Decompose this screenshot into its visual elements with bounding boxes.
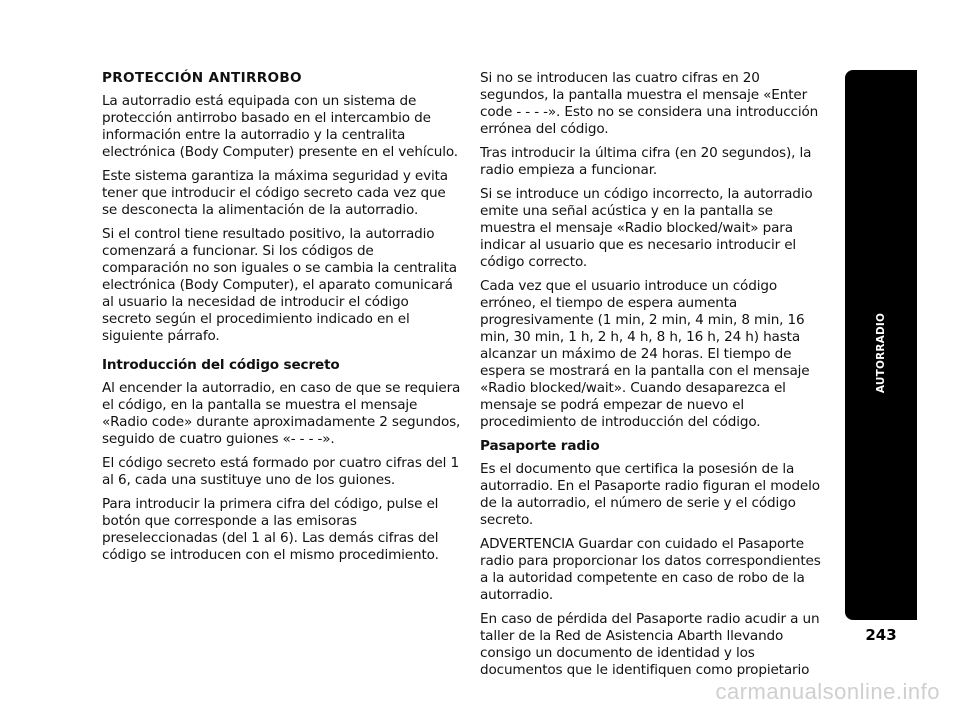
paragraph: Es el documento que certifica la posesión de la autorradio. En el Pasaporte radio figuran el modelo de la autorradio, el número de serie y el código secreto. xyxy=(480,461,820,528)
paragraph: En caso de pérdida del Pasaporte radio acudir a un taller de la Red de Asistencia Abarth llevando consigo un documento de identidad y los documentos que le identifiquen como propietario xyxy=(480,611,820,678)
right-column xyxy=(480,70,830,703)
paragraph: Al encender la autorradio, en caso de que se requiera el código, en la pantalla se muestra el mensaje «Radio code» durante aproximadamente 2 segundos, seguido de cuatro guiones «- - - -». xyxy=(102,380,461,447)
section-heading: PROTECCIÓN ANTIRROBO xyxy=(102,70,302,86)
paragraph: Si el control tiene resultado positivo, la autorradio comenzará a funcionar. Si los códigos de comparación no son iguales o se cambia la centralita electrónica (Body Computer), el aparato comunicará al usuario la necesidad de introducir el código secreto según el procedimiento indicado en el siguiente párrafo. xyxy=(102,226,457,344)
paragraph: ADVERTENCIA Guardar con cuidado el Pasaporte radio para proporcionar los datos correspondientes a la autoridad competente en caso de robo de la autorradio. xyxy=(480,536,821,603)
paragraph: Este sistema garantiza la máxima seguridad y evita tener que introducir el código secreto cada vez que se desconecta la alimentación de la autorradio. xyxy=(102,168,448,218)
paragraph: Si se introduce un código incorrecto, la autorradio emite una señal acústica y en la pantalla se muestra el mensaje «Radio blocked/wait» para indicar al usuario que es necesario introducir el código correcto. xyxy=(480,186,813,270)
paragraph: Para introducir la primera cifra del código, pulse el botón que corresponde a las emisoras preseleccionadas (del 1 al 6). Las demás cifras del código se introducen con el mismo procedimiento. xyxy=(102,496,439,563)
paragraph: Si no se introducen las cuatro cifras en 20 segundos, la pantalla muestra el mensaje «Enter code - - - -». Esto no se considera una introducción errónea del código. xyxy=(480,70,819,137)
paragraph: La autorradio está equipada con un sistema de protección antirrobo basado en el intercambio de información entre la autorradio y la centralita electrónica (Body Computer) presente en el vehículo. xyxy=(102,93,458,160)
paragraph: El código secreto está formado por cuatro cifras del 1 al 6, cada una sustituye uno de los guiones. xyxy=(102,455,459,488)
subsection-heading: Pasaporte radio xyxy=(480,438,600,454)
left-column xyxy=(102,70,462,571)
chapter-tab-label: AUTORRADIO xyxy=(875,312,887,394)
paragraph: Cada vez que el usuario introduce un código erróneo, el tiempo de espera aumenta progresivamente (1 min, 2 min, 4 min, 8 min, 16 min, 30 min, 1 h, 2 h, 4 h, 8 h, 16 h, 24 h) hasta alcanzar un máximo de 24 horas. El tiempo de espera se mostrará en la pantalla con el mensaje «Radio blocked/wait». Cuando desaparezca el mensaje se podrá empezar de nuevo el procedimiento de introducción del código. xyxy=(480,278,810,430)
watermark-bar xyxy=(0,679,960,709)
watermark-text: carmanualsonline.info xyxy=(715,679,940,704)
page-number: 243 xyxy=(865,626,897,644)
subsection-heading: Introducción del código secreto xyxy=(102,357,340,373)
paragraph: Tras introducir la última cifra (en 20 segundos), la radio empieza a funcionar. xyxy=(480,145,812,178)
